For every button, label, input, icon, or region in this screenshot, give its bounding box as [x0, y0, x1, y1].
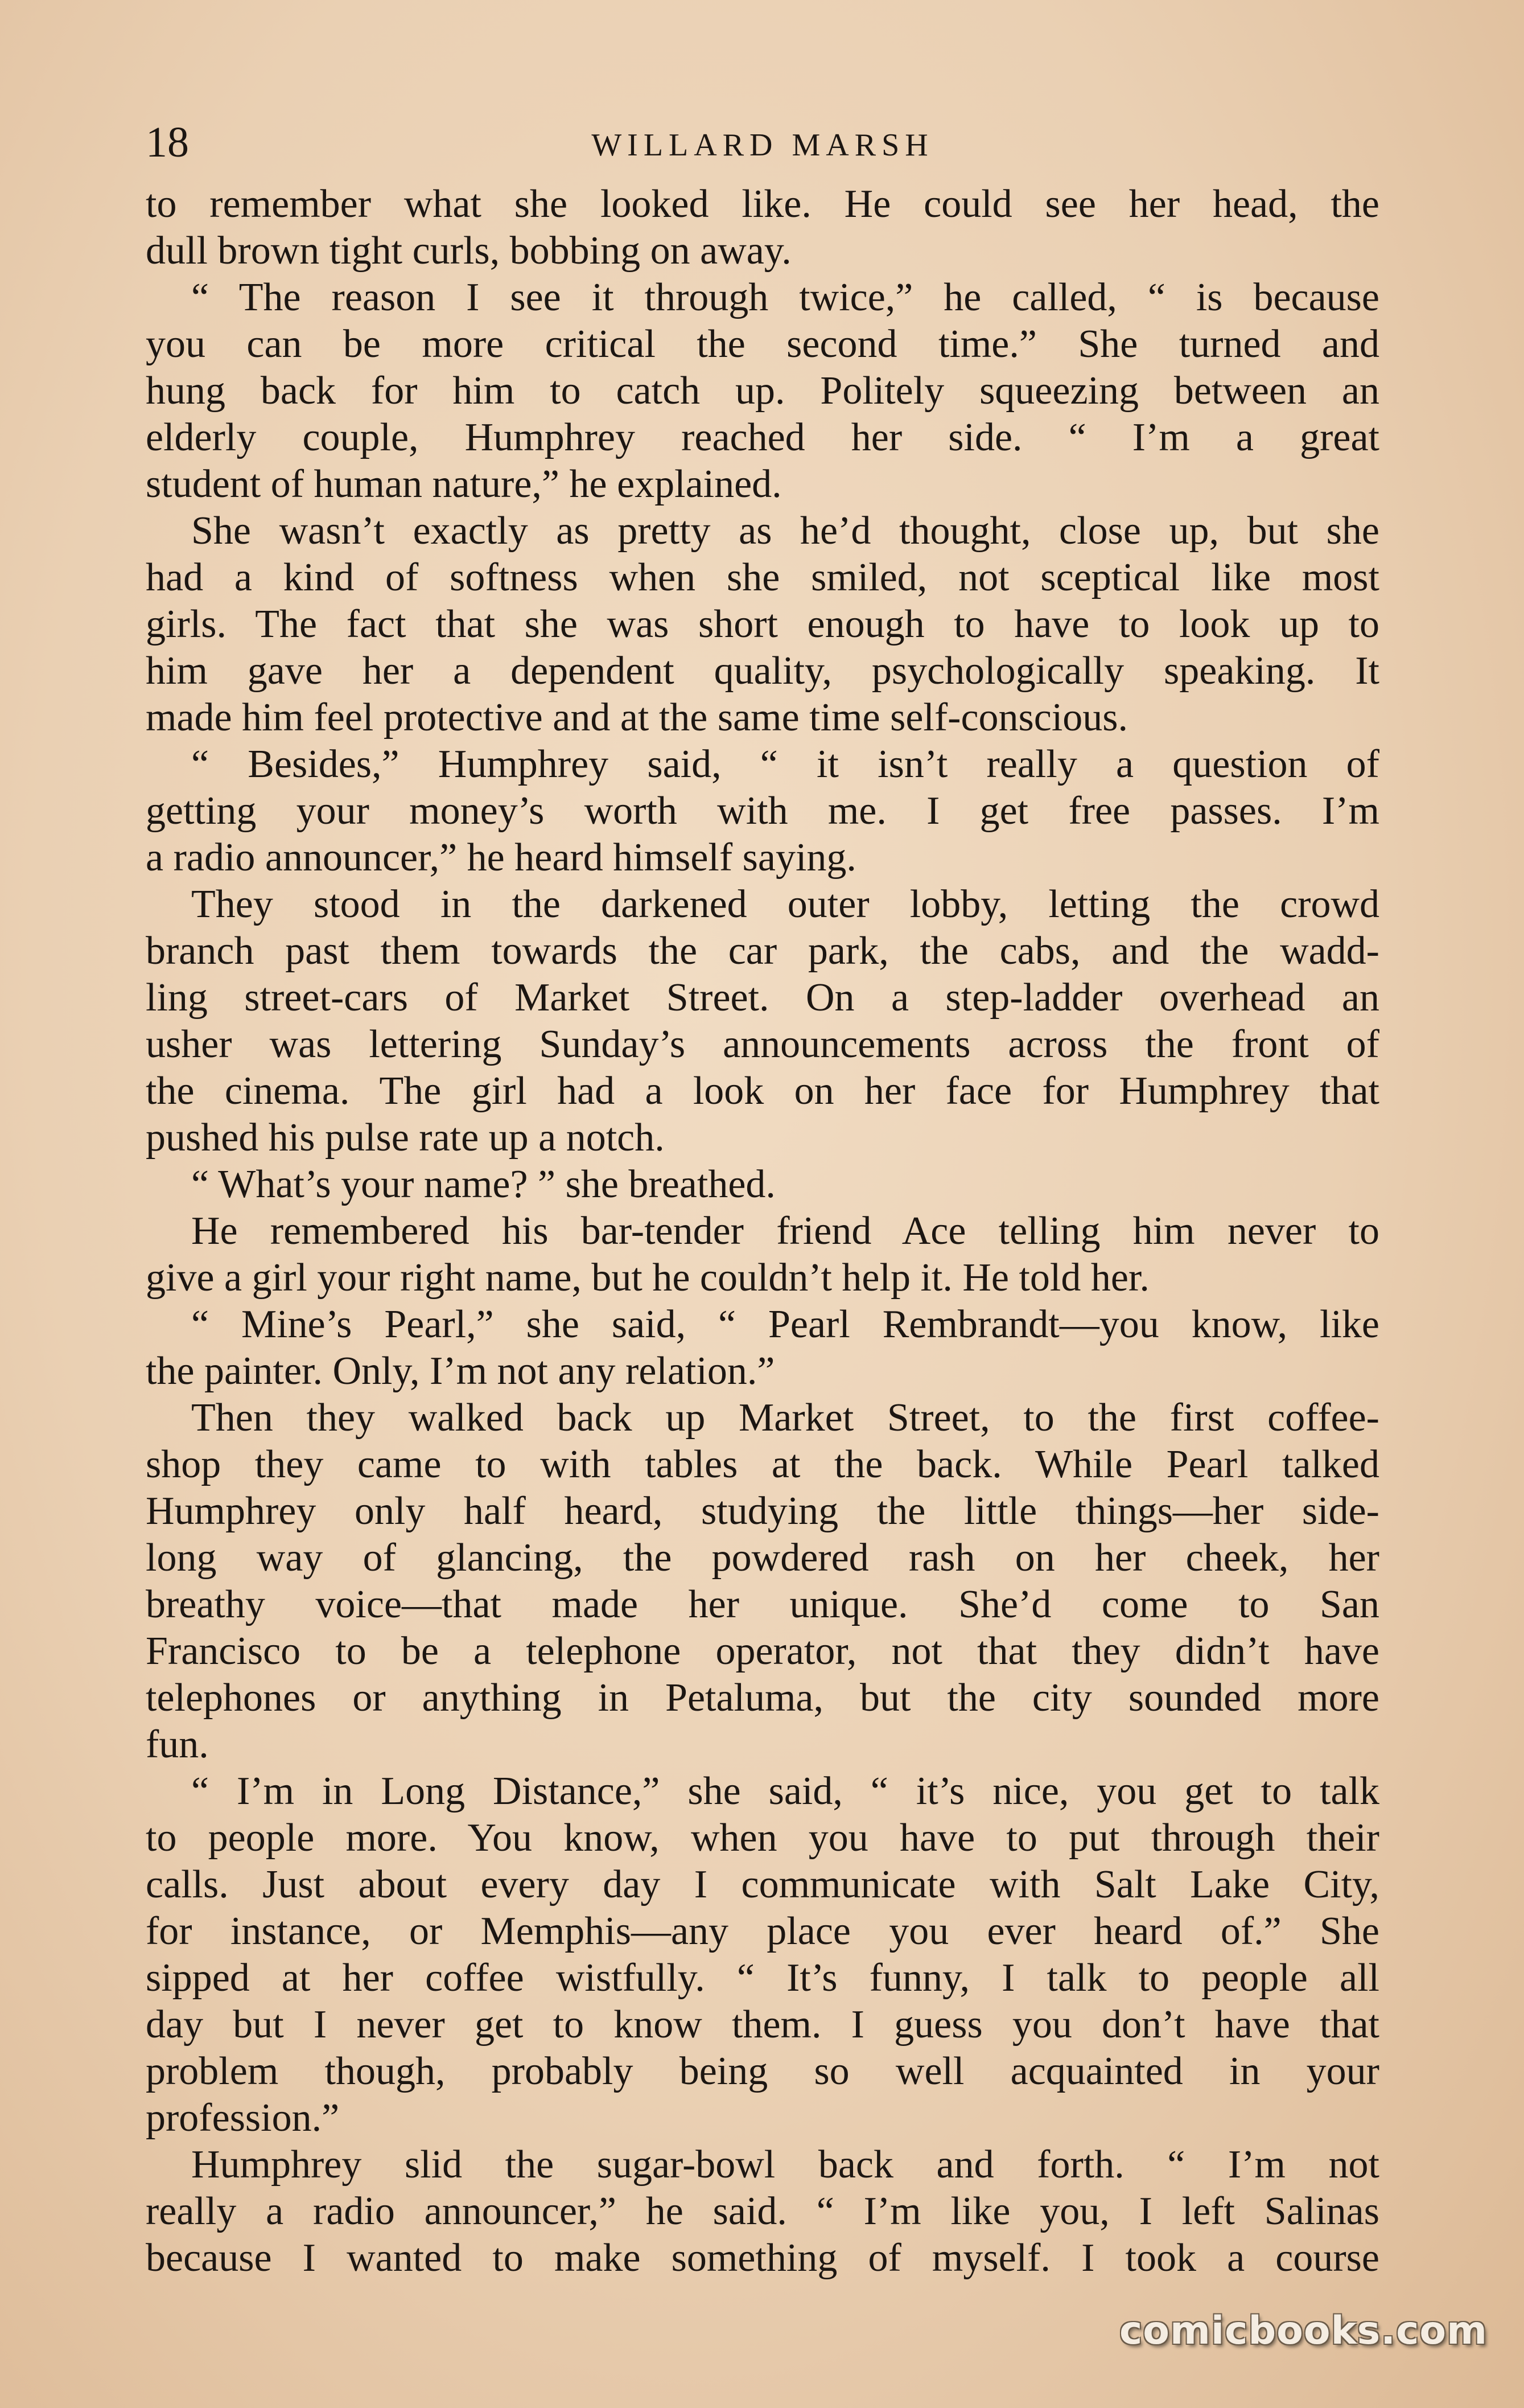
text-line: shop they came to with tables at the back. While Pearl talked	[146, 1443, 1379, 1486]
text-line: “ Mine’s Pearl,” she said, “ Pearl Rembrandt—you know, like	[191, 1302, 1379, 1346]
text-line: “ What’s your name? ” she breathed.	[191, 1162, 776, 1206]
watermark: comicbooks.com	[1119, 2308, 1488, 2353]
text-line: Humphrey slid the sugar-bowl back and forth. “ I’m not	[191, 2143, 1379, 2187]
text-line: pushed his pulse rate up a notch.	[146, 1116, 665, 1160]
text-line: branch past them towards the car park, the cabs, and the wadd-	[146, 929, 1379, 973]
text-line: to remember what she looked like. He could see her head, the	[146, 182, 1379, 226]
text-line: dull brown tight curls, bobbing on away.	[146, 229, 792, 273]
text-line: problem though, probably being so well acquainted in your	[146, 2049, 1379, 2093]
text-line: because I wanted to make something of myself. I took a course	[146, 2236, 1379, 2280]
text-line: breathy voice—that made her unique. She’d come to San	[146, 1583, 1379, 1626]
text-line: student of human nature,” he explained.	[146, 462, 782, 506]
text-line: calls. Just about every day I communicate with Salt Lake City,	[146, 1863, 1379, 1906]
text-line: He remembered his bar-tender friend Ace telling him never to	[191, 1209, 1379, 1253]
text-line: They stood in the darkened outer lobby, letting the crowd	[191, 882, 1379, 926]
text-line: to people more. You know, when you have to put through their	[146, 1816, 1379, 1860]
text-line: sipped at her coffee wistfully. “ It’s funny, I talk to people all	[146, 1956, 1379, 2000]
text-line: girls. The fact that she was short enough to have to look up to	[146, 602, 1379, 646]
text-line: fun.	[146, 1723, 209, 1766]
text-line: hung back for him to catch up. Politely squeezing between an	[146, 369, 1379, 413]
text-line: really a radio announcer,” he said. “ I’m like you, I left Salinas	[146, 2189, 1379, 2233]
text-line: Humphrey only half heard, studying the little things—her side-	[146, 1489, 1379, 1533]
text-line: profession.”	[146, 2096, 340, 2140]
page-header	[146, 117, 1379, 179]
text-line: a radio announcer,” he heard himself saying.	[146, 836, 856, 880]
text-line: you can be more critical the second time.” She turned and	[146, 322, 1379, 366]
text-line: She wasn’t exactly as pretty as he’d thought, close up, but she	[191, 509, 1379, 553]
text-line: made him feel protective and at the same time self-conscious.	[146, 696, 1128, 739]
text-line: “ The reason I see it through twice,” he called, “ is because	[191, 276, 1379, 319]
running-head: WILLARD MARSH	[591, 128, 934, 163]
text-line: day but I never get to know them. I guess you don’t have that	[146, 2003, 1379, 2047]
text-line: had a kind of softness when she smiled, not sceptical like most	[146, 556, 1379, 599]
text-line: elderly couple, Humphrey reached her side. “ I’m a great	[146, 416, 1379, 459]
text-line: give a girl your right name, but he couldn’t help it. He told her.	[146, 1256, 1150, 1300]
text-line: “ I’m in Long Distance,” she said, “ it’s nice, you get to talk	[191, 1769, 1379, 1813]
text-line: ling street-cars of Market Street. On a step-ladder overhead an	[146, 976, 1379, 1020]
body-text	[146, 181, 1379, 2282]
text-line: him gave her a dependent quality, psychologically speaking. It	[146, 649, 1379, 693]
page-number: 18	[146, 118, 189, 166]
text-line: “ Besides,” Humphrey said, “ it isn’t really a question of	[191, 742, 1379, 786]
text-line: for instance, or Memphis—any place you ever heard of.” She	[146, 1909, 1379, 1953]
text-line: the painter. Only, I’m not any relation.”	[146, 1349, 775, 1393]
text-line: Then they walked back up Market Street, to the first coffee-	[191, 1396, 1379, 1440]
text-line: usher was lettering Sunday’s announcements across the front of	[146, 1022, 1379, 1066]
text-line: getting your money’s worth with me. I get free passes. I’m	[146, 789, 1379, 833]
text-line: telephones or anything in Petaluma, but the city sounded more	[146, 1676, 1379, 1720]
text-line: the cinema. The girl had a look on her face for Humphrey that	[146, 1069, 1379, 1113]
text-line: Francisco to be a telephone operator, not that they didn’t have	[146, 1629, 1379, 1673]
text-line: long way of glancing, the powdered rash on her cheek, her	[146, 1536, 1379, 1580]
